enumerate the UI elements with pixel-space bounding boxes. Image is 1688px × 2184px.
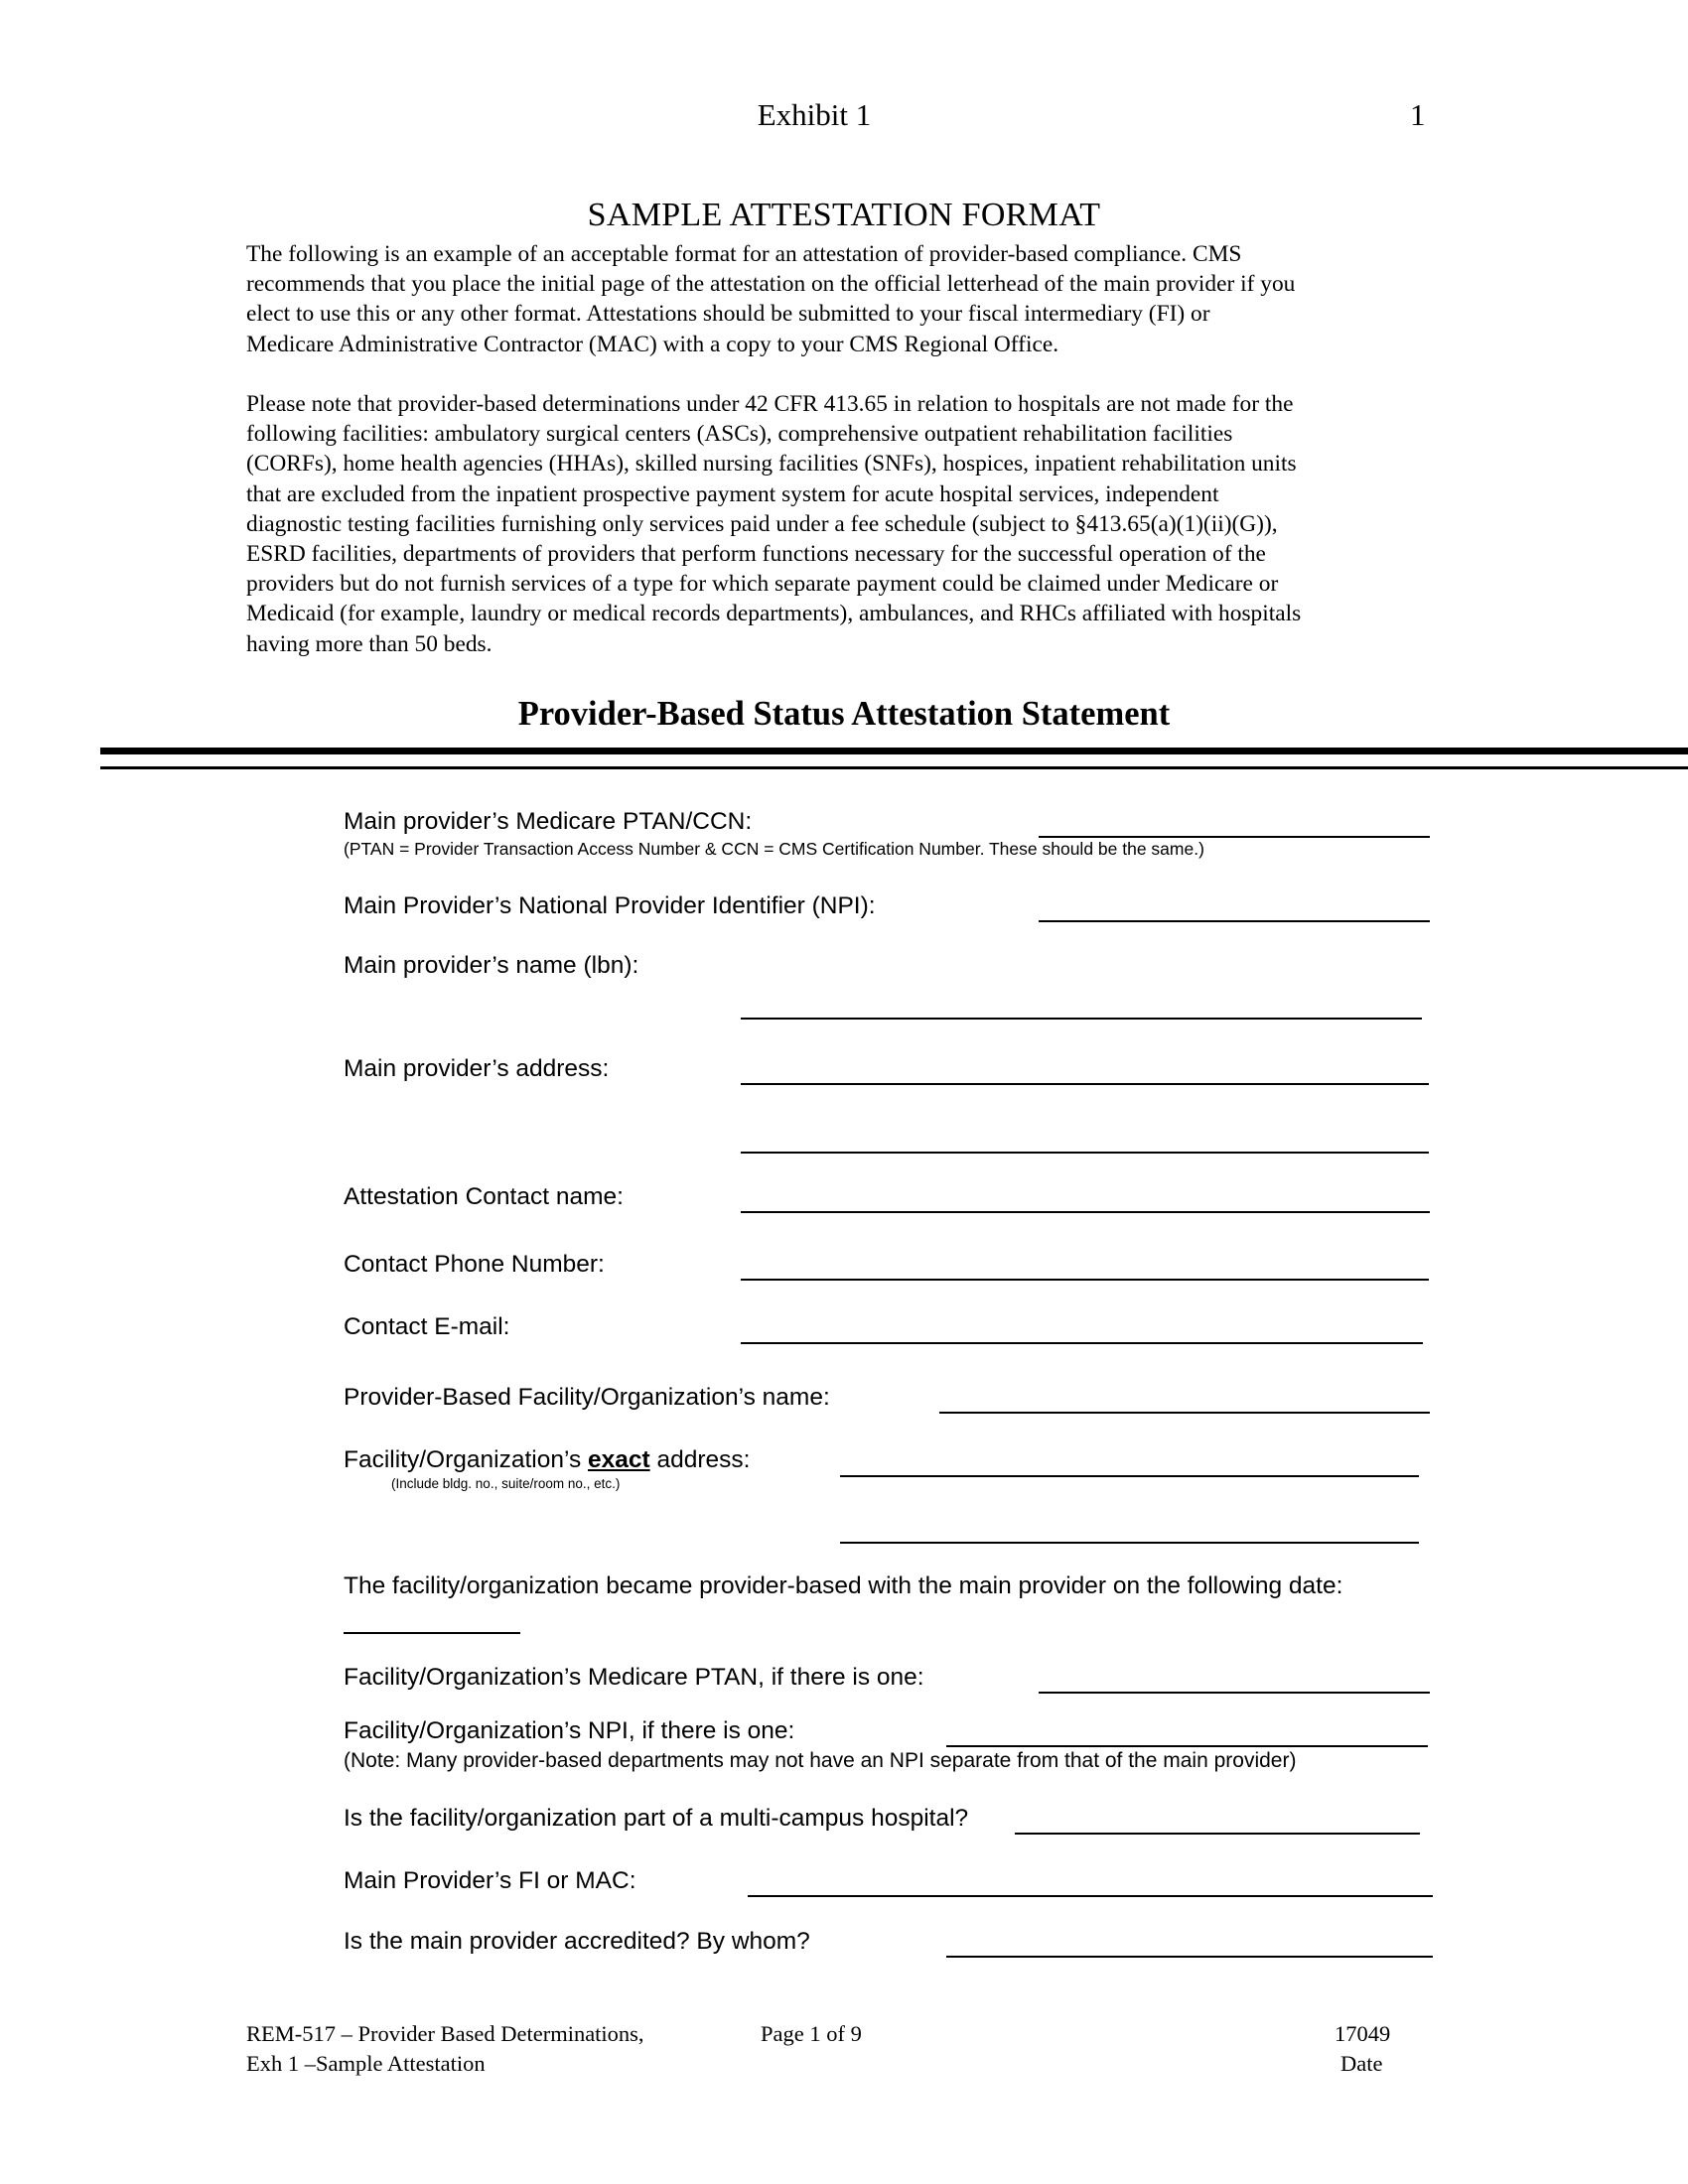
provider-name-label: Main provider’s name (lbn): — [344, 952, 639, 979]
provider-name-field[interactable] — [741, 1018, 1422, 1020]
contact-email-field[interactable] — [741, 1342, 1423, 1344]
ptan-ccn-label: Main provider’s Medicare PTAN/CCN: — [344, 808, 753, 835]
intro-line: recommends that you place the initial page of the attestation on the official letterhead of the main provider if you — [246, 271, 1296, 298]
footer-right-line1: 17049 — [1335, 2021, 1391, 2046]
provider-address-field-1[interactable] — [741, 1083, 1429, 1085]
npi-field[interactable] — [1039, 920, 1430, 922]
note-line: Medicaid (for example, laundry or medical records departments), ambulances, and RHCs affiliated with hospitals — [246, 601, 1302, 627]
facility-address-label-post: address: — [649, 1446, 751, 1473]
contact-name-field[interactable] — [741, 1211, 1430, 1213]
contact-phone-field[interactable] — [741, 1279, 1429, 1281]
fi-mac-field[interactable] — [748, 1895, 1433, 1897]
facility-npi-field[interactable] — [946, 1745, 1428, 1747]
statement-title: Provider-Based Status Attestation Statement — [517, 695, 1171, 733]
multi-campus-field[interactable] — [1015, 1833, 1420, 1835]
note-line: diagnostic testing facilities furnishing only services paid under a fee schedule (subject to §413.65(a)(1)(ii)(G)), — [246, 510, 1278, 537]
contact-phone-label: Contact Phone Number: — [344, 1251, 605, 1278]
intro-line: Medicare Administrative Contractor (MAC) with a copy to your CMS Regional Office. — [246, 331, 1059, 357]
divider-thick — [100, 748, 1688, 754]
facility-address-note: (Include bldg. no., suite/room no., etc.) — [391, 1476, 621, 1491]
note-line: having more than 50 beds. — [246, 630, 492, 657]
contact-name-label: Attestation Contact name: — [344, 1183, 624, 1210]
facility-address-field-2[interactable] — [840, 1542, 1419, 1544]
accredited-field[interactable] — [946, 1956, 1433, 1958]
accredited-label: Is the main provider accredited? By whom? — [344, 1928, 810, 1955]
facility-address-label-pre: Facility/Organization’s — [344, 1446, 589, 1473]
page-number: 1 — [1410, 97, 1426, 132]
footer-page: Page 1 of 9 — [761, 2021, 862, 2046]
note-line: (CORFs), home health agencies (HHAs), skilled nursing facilities (SNFs), hospices, inpatient rehabilitation units — [246, 451, 1297, 478]
note-line: providers but do not furnish services of a type for which separate payment could be claimed under Medicare or — [246, 571, 1279, 598]
facility-address-label-exact: exact — [588, 1446, 650, 1473]
divider-thin — [100, 766, 1688, 769]
provider-address-field-2[interactable] — [741, 1152, 1429, 1154]
footer-right-line2: Date — [1340, 2051, 1383, 2076]
facility-npi-note: (Note: Many provider-based departments may not have an NPI separate from that of the main provider) — [344, 1749, 1297, 1772]
facility-ptan-label: Facility/Organization’s Medicare PTAN, if there is one: — [344, 1664, 924, 1691]
facility-name-field[interactable] — [939, 1412, 1430, 1414]
ptan-ccn-note: (PTAN = Provider Transaction Access Number & CCN = CMS Certification Number. These should be the same.) — [344, 839, 1204, 859]
intro-line: elect to use this or any other format. Attestations should be submitted to your fiscal intermediary (FI) or — [246, 301, 1210, 328]
became-date-label: The facility/organization became provider-based with the main provider on the following date: — [344, 1572, 1343, 1599]
exhibit-label: Exhibit 1 — [757, 97, 872, 132]
intro-paragraph — [246, 239, 1438, 359]
document-title: SAMPLE ATTESTATION FORMAT — [587, 197, 1101, 233]
facility-address-label — [344, 1446, 750, 1474]
facility-address-field-1[interactable] — [840, 1475, 1419, 1477]
npi-label: Main Provider’s National Provider Identifier (NPI): — [344, 892, 876, 919]
contact-email-label: Contact E-mail: — [344, 1313, 510, 1340]
ptan-ccn-field[interactable] — [1039, 836, 1430, 838]
intro-line: The following is an example of an acceptable format for an attestation of provider-based compliance. CMS — [246, 241, 1242, 267]
facility-npi-label: Facility/Organization’s NPI, if there is one: — [344, 1717, 795, 1744]
became-date-field[interactable] — [344, 1632, 520, 1634]
note-line: following facilities: ambulatory surgical centers (ASCs), comprehensive outpatient rehabilitation facilities — [246, 421, 1233, 448]
fi-mac-label: Main Provider’s FI or MAC: — [344, 1867, 636, 1894]
note-paragraph — [246, 389, 1438, 659]
multi-campus-label: Is the facility/organization part of a multi-campus hospital? — [344, 1805, 969, 1832]
note-line: that are excluded from the inpatient prospective payment system for acute hospital services, independent — [246, 480, 1219, 507]
facility-name-label: Provider-Based Facility/Organization’s name: — [344, 1384, 830, 1411]
note-line: ESRD facilities, departments of providers that perform functions necessary for the successful operation of the — [246, 541, 1266, 568]
note-line: Please note that provider-based determinations under 42 CFR 413.65 in relation to hospitals are not made for the — [246, 391, 1294, 417]
provider-address-label: Main provider’s address: — [344, 1055, 610, 1082]
footer-left-line1: REM-517 – Provider Based Determinations, — [246, 2021, 644, 2046]
facility-ptan-field[interactable] — [1039, 1692, 1430, 1694]
footer-left-line2: Exh 1 –Sample Attestation — [246, 2051, 486, 2076]
